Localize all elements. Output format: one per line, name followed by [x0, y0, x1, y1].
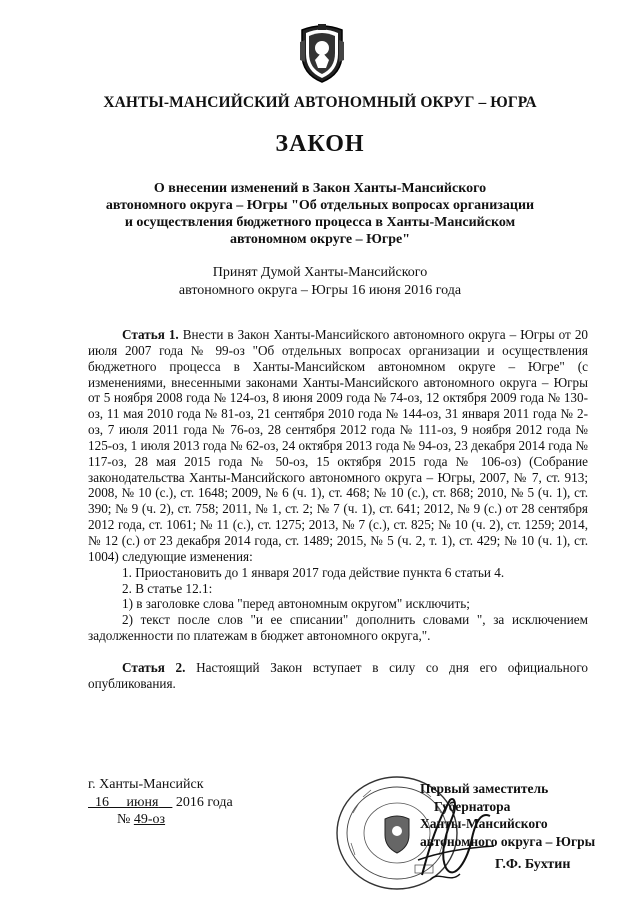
law-subject-title	[90, 180, 550, 248]
article-2-label: Статья 2.	[122, 659, 186, 675]
coat-of-arms-icon	[296, 22, 348, 84]
article-1-paragraph	[88, 327, 588, 565]
subject-line: автономном округе – Югре"	[229, 232, 411, 247]
adoption-note	[130, 264, 510, 300]
article-1-subitem-2: 2) текст после слов "и ее списании" дополнить словами ", за исключением задолженности по платежам в бюджет автономного округа,".	[88, 612, 588, 644]
article-1-item-1: 1. Приостановить до 1 января 2017 года действие пункта 6 статьи 4.	[122, 564, 505, 580]
law-number-value: 49-оз	[133, 812, 166, 827]
article-1-subitem-1: 1) в заголовке слова "перед автономным округом" исключить;	[122, 596, 470, 612]
article-1-label: Статья 1.	[122, 327, 179, 342]
law-body	[88, 327, 588, 692]
signer-name: Г.Ф. Бухтин	[495, 857, 571, 872]
adoption-line: Принят Думой Ханты-Мансийского	[212, 265, 428, 280]
subject-line: О внесении изменений в Закон Ханты-Мансийского	[153, 181, 487, 196]
signing-date	[88, 795, 233, 811]
law-number: № 49-оз	[117, 812, 166, 827]
signing-day: 16 июня	[95, 795, 159, 810]
document-type-heading: ЗАКОН	[275, 131, 365, 157]
subject-line: и осуществления бюджетного процесса в Ханты-Мансийском	[124, 215, 516, 230]
article-1-text: Внести в Закон Ханты-Мансийского автономного округа – Югры от 20 июля 2007 года № 99-оз "Об отдельных вопросах организации и осуществления бюджетного процесса в Ханты-Мансийском автономном округе – Югре" (с изменениями, внесенными законами Ханты-Мансийского автономного округа – Югры от 5 ноября 2008 года № 124-оз, 8 июня 2009 года № 74-оз, 12 октября 2009 года № 130-оз, 11 мая 2010 года № 81-оз, 21 сентября 2010 года № 144-оз, 31 января 2011 года № 2-оз, 7 июля 2011 года № 76-оз, 28 сентября 2012 года № 111-оз, 9 ноября 2012 года № 125-оз, 1 июля 2013 года № 62-оз, 24 октября 2013 года № 94-оз, 23 декабря 2014 года № 117-оз, 28 мая 2015 года № 50-оз, 15 октября 2015 года № 106-оз) (Собрание законодательства Ханты-Мансийского автономного округа – Югры, 2007, № 7, ст. 913; 2008, № 10 (с.), ст. 1648; 2009, № 6 (ч. 1), ст. 468; № 10 (с.), ст. 868; 2010, № 5 (ч. 1), ст. 390; № 9 (ч. 2), ст. 758; 2011, № 1, ст. 2; № 7 (ч. 1), ст. 641; 2012, № 9 (с.) от 28 сентября 2012 года, ст. 1061; № 11 (с.), ст. 1275; 2013, № 7 (с.), ст. 825; № 10 (ч. 2), ст. 1259; 2014, № 12 (с.) от 23 декабря 2014 года, ст. 1489; 2015, № 5 (ч. 2, т. 1), ст. 429; № 10 (ч. 1), ст. 1004) следующие изменения:	[88, 327, 589, 564]
signer-position: Первый заместитель Губернатора Ханты-Мансийского автономного округа – Югры	[420, 781, 596, 849]
signing-city: г. Ханты-Мансийск	[88, 777, 204, 792]
adoption-line: автономного округа – Югры 16 июня 2016 года	[178, 283, 462, 298]
article-2-text: Настоящий Закон вступает в силу со дня его официального опубликования.	[88, 659, 588, 691]
signing-year: 2016 года	[175, 795, 233, 810]
subject-line: автономного округа – Югры "Об отдельных вопросах организации	[105, 198, 535, 213]
article-1-item-2: 2. В статье 12.1:	[122, 580, 213, 596]
article-2-paragraph	[88, 660, 588, 692]
region-heading: ХАНТЫ-МАНСИЙСКИЙ АВТОНОМНЫЙ ОКРУГ – ЮГРА	[103, 94, 537, 111]
